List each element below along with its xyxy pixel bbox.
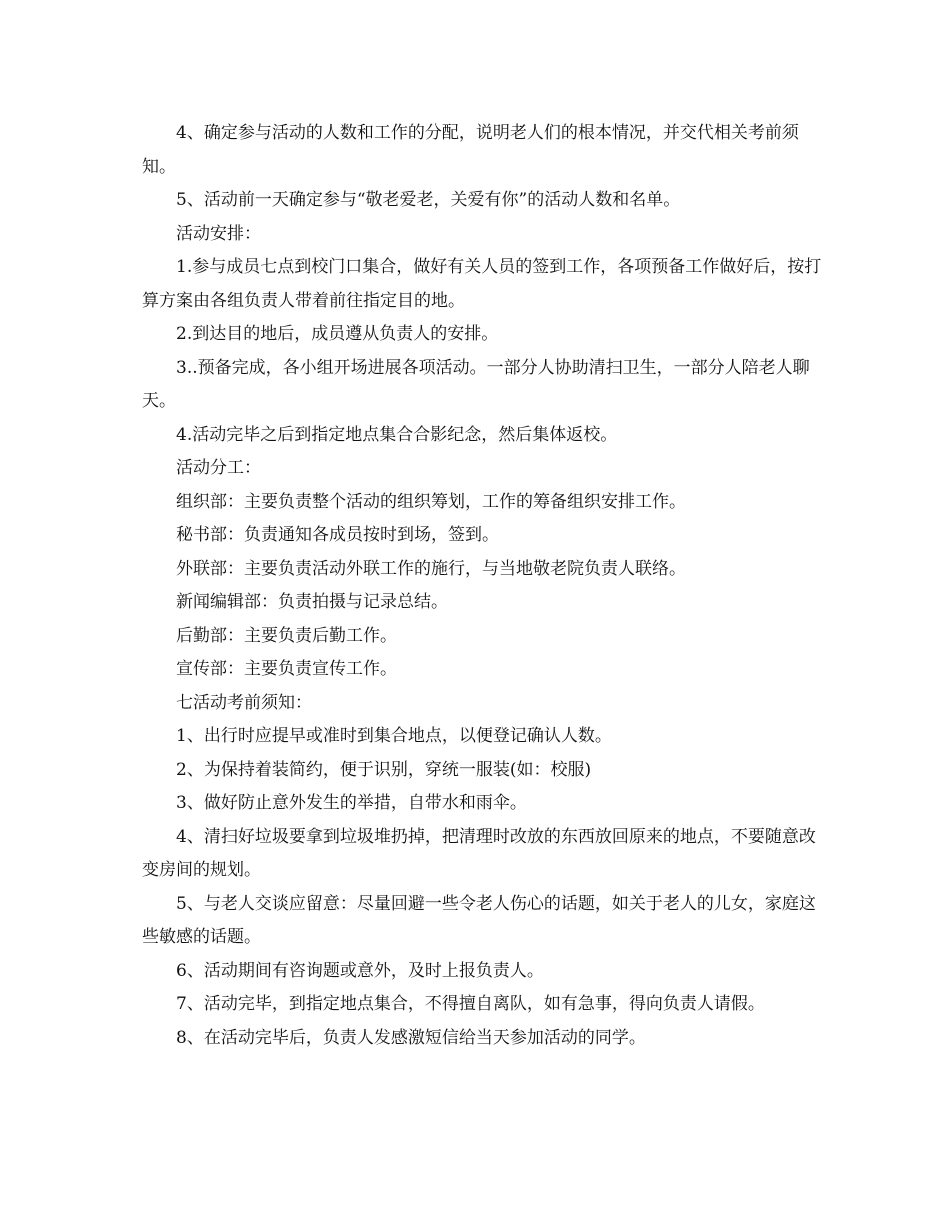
precaution-item-5: 5、与老人交谈应留意：尽量回避一些令老人伤心的话题，如关于老人的儿女，家庭这些敏感的话题。 <box>142 893 816 947</box>
precaution-item-8: 8、在活动完毕后，负责人发感激短信给当天参加活动的同学。 <box>176 1027 646 1048</box>
section-heading-division-of-work: 活动分工： <box>176 458 261 478</box>
precaution-item-4: 4、清扫好垃圾要拿到垃圾堆扔掉，把清理时改放的东西放回原来的地点，不要随意改变房间的规划。 <box>142 826 816 880</box>
precaution-item-7: 7、活动完毕，到指定地点集合，不得擅自离队，如有急事，得向负责人请假。 <box>176 994 765 1014</box>
paragraph-item-2: 5、活动前一天确定参与“敬老爱老，关爱有你”的活动人数和名单。 <box>176 190 681 210</box>
section-heading-activity-arrangement: 活动安排： <box>176 223 261 244</box>
division-organization-dept: 组织部：主要负责整个活动的组织筹划，工作的筹备组织安排工作。 <box>176 491 686 512</box>
paragraph-item-1: 4、确定参与活动的人数和工作的分配，说明老人们的根本情况，并交代相关考前须知。 <box>142 123 799 177</box>
arrangement-item-1: 1.参与成员七点到校门口集合，做好有关人员的签到工作，各项预备工作做好后，按打算方案由各组负责人带着前往指定目的地。 <box>142 257 822 311</box>
arrangement-item-3: 3..预备完成，各小组开场进展各项活动。一部分人协助清扫卫生，一部分人陪老人聊天。 <box>142 357 810 411</box>
precaution-item-1: 1、出行时应提早或准时到集合地点，以便登记确认人数。 <box>176 726 612 746</box>
arrangement-item-4: 4.活动完毕之后到指定地点集合合影纪念，然后集体返校。 <box>176 424 618 445</box>
division-publicity-dept: 宣传部：主要负责宣传工作。 <box>176 659 397 679</box>
precaution-item-3: 3、做好防止意外发生的举措，自带水和雨伞。 <box>176 793 527 813</box>
arrangement-item-2: 2.到达目的地后，成员遵从负责人的安排。 <box>176 324 499 344</box>
precaution-item-2: 2、为保持着装简约，便于识别，穿统一服装(如：校服) <box>176 759 592 780</box>
division-logistics-dept: 后勤部：主要负责后勤工作。 <box>176 625 397 646</box>
precaution-item-6: 6、活动期间有咨询题或意外，及时上报负责人。 <box>176 960 544 981</box>
division-secretariat-dept: 秘书部：负责通知各成员按时到场，签到。 <box>176 525 499 545</box>
section-heading-precautions: 七活动考前须知： <box>176 692 312 713</box>
document-body <box>142 117 822 1055</box>
division-news-editing-dept: 新闻编辑部：负责拍摄与记录总结。 <box>176 592 448 612</box>
division-external-relations-dept: 外联部：主要负责活动外联工作的施行，与当地敬老院负责人联络。 <box>176 558 686 579</box>
